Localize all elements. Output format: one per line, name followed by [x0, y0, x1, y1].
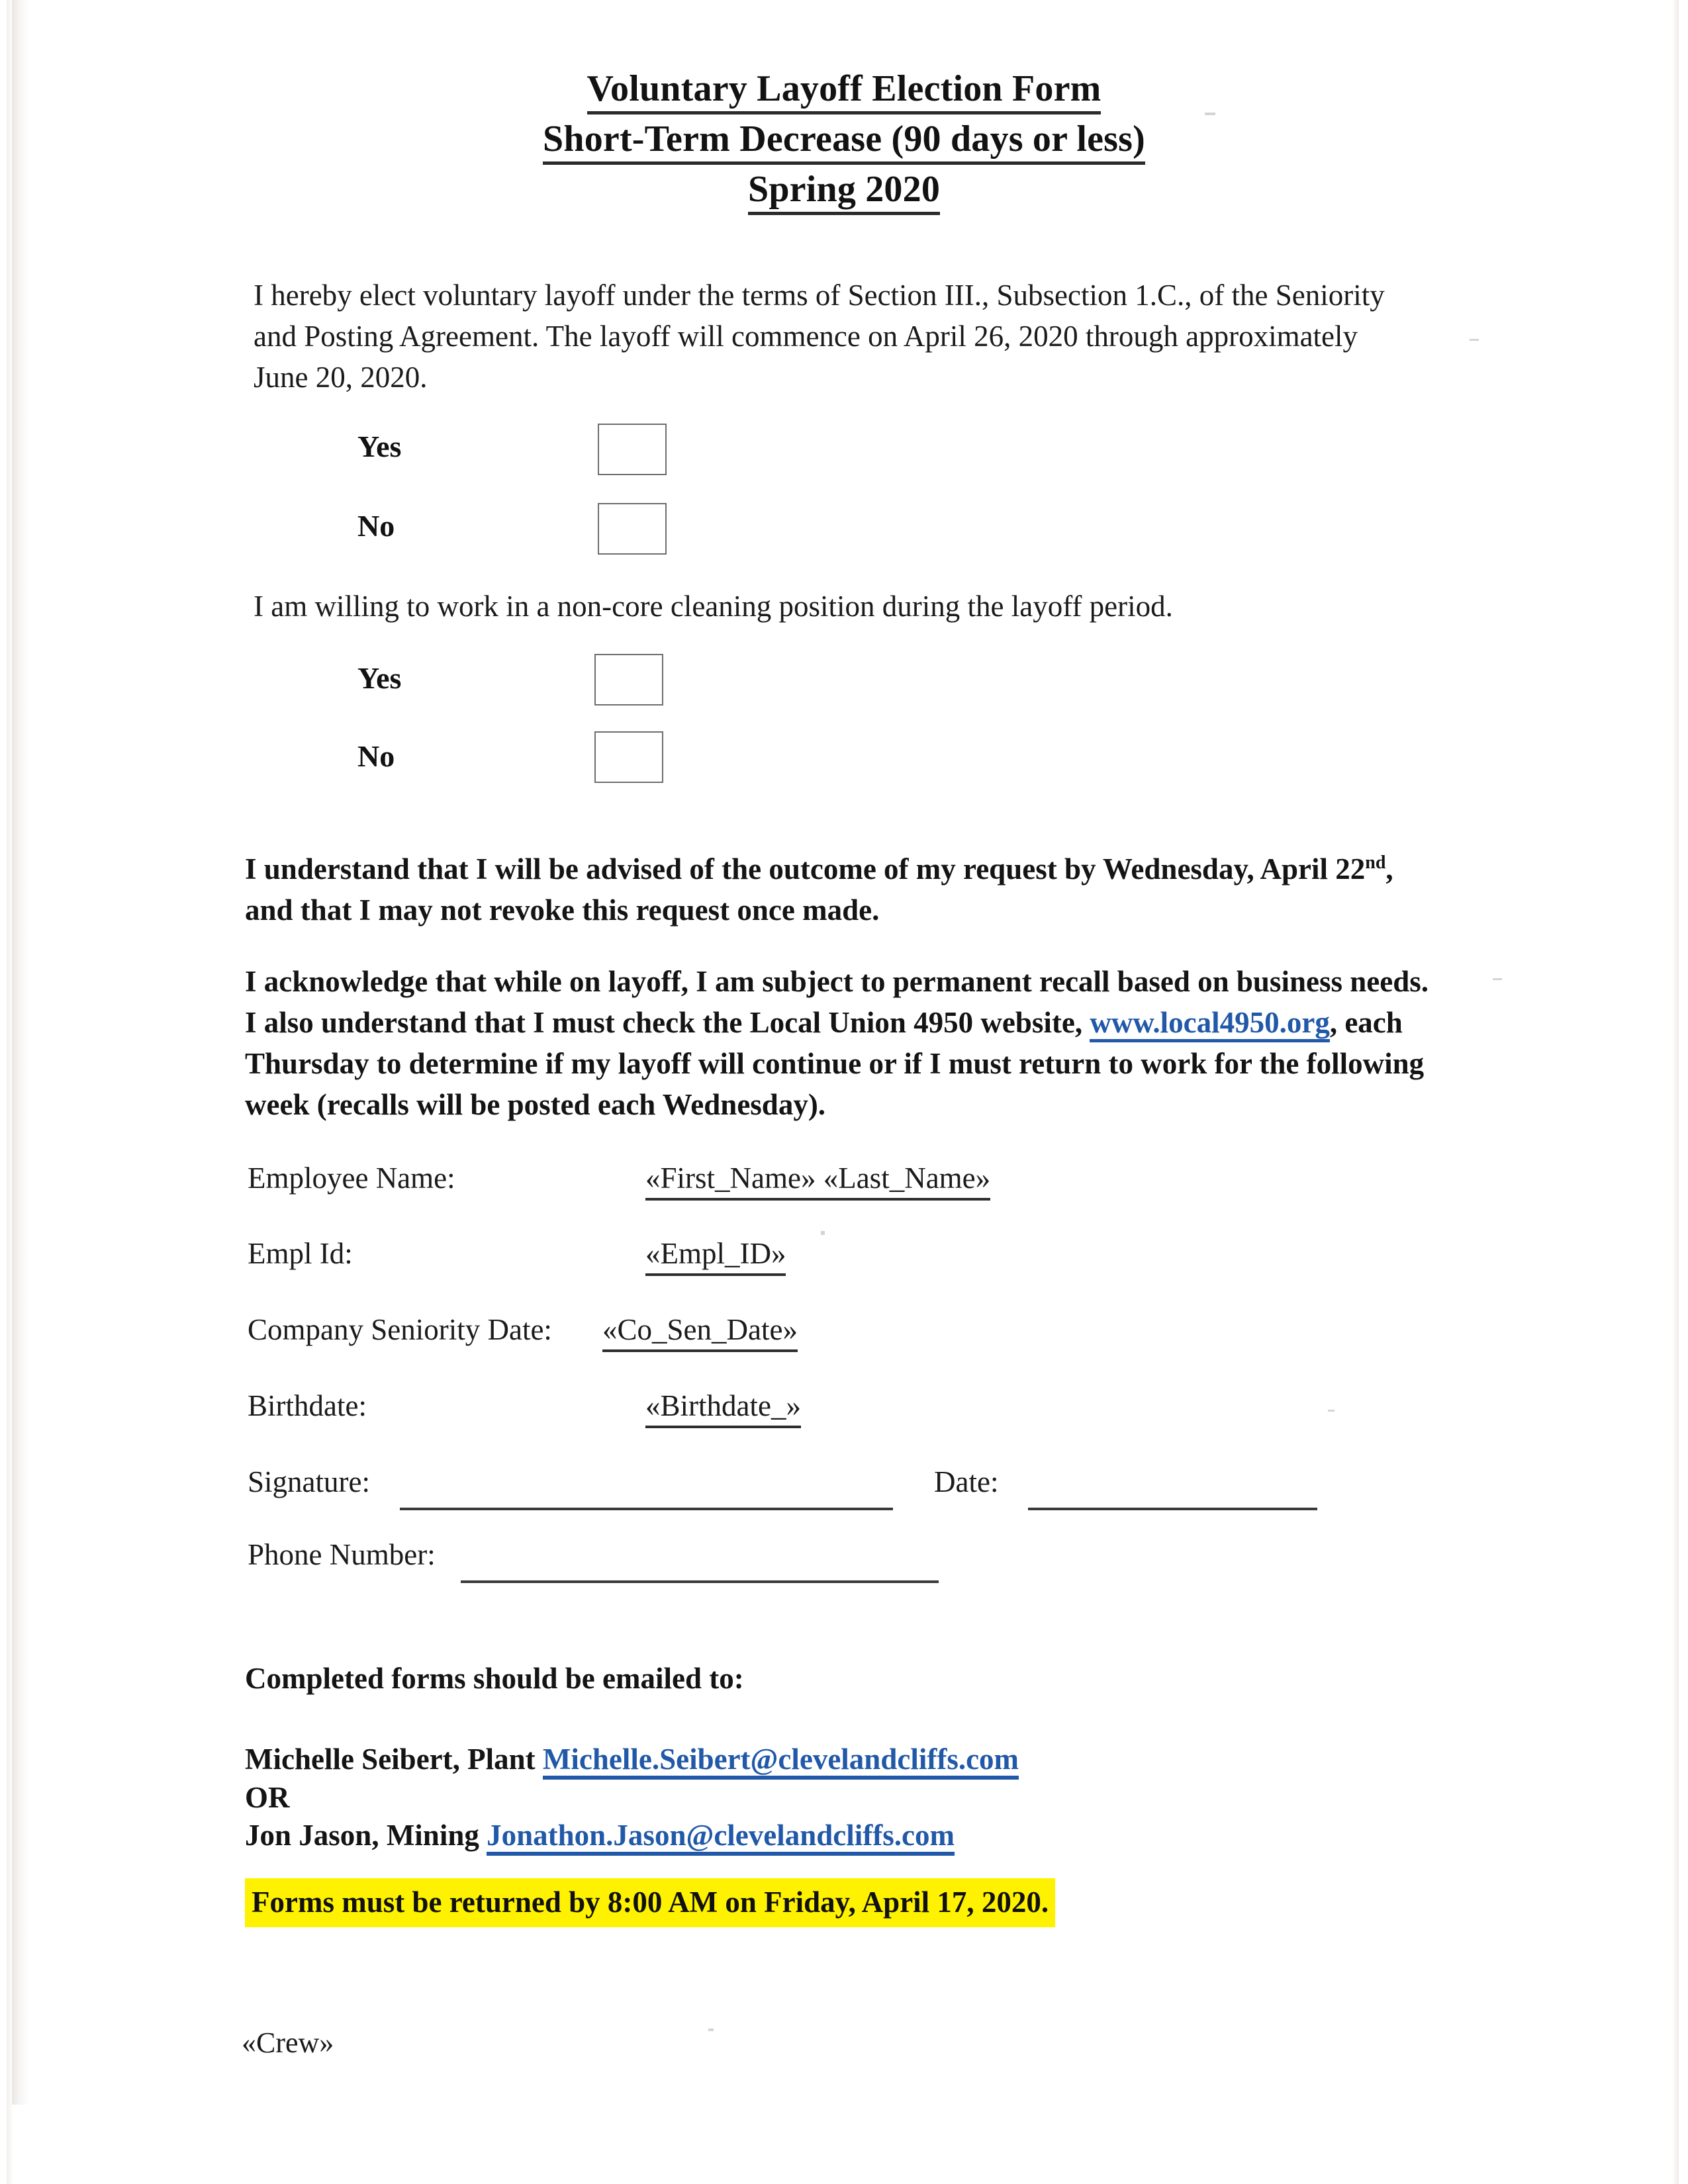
employee-name-value[interactable]: «First_Name» «Last_Name» — [645, 1163, 990, 1201]
birthdate-value[interactable]: «Birthdate_» — [645, 1391, 801, 1428]
page-title — [0, 64, 1688, 214]
contact-email-plant-link[interactable]: Michelle.Seibert@clevelandcliffs.com — [543, 1743, 1019, 1780]
submission-separator: OR — [245, 1781, 290, 1814]
birthdate-label: Birthdate: — [248, 1389, 367, 1422]
company-seniority-date-value[interactable]: «Co_Sen_Date» — [602, 1315, 798, 1352]
company-seniority-date-label: Company Seniority Date: — [248, 1313, 552, 1346]
scan-speck — [1470, 339, 1479, 341]
title-line-3 — [0, 164, 1688, 214]
question-2-option-no-label: No — [357, 739, 395, 773]
title-line-2 — [0, 114, 1688, 164]
signature-label: Signature: — [248, 1465, 370, 1498]
phone-number-label: Phone Number: — [248, 1538, 436, 1571]
intro-paragraph: I hereby elect voluntary layoff under the terms of Section III., Subsection 1.C., of the Seniority and Posting Agreement. The layoff will commence on April 26, 2020 through approximately June 20, 2020. — [254, 279, 1385, 394]
scan-speck — [1493, 978, 1502, 980]
question-2-option-yes-label: Yes — [357, 661, 402, 695]
employee-name-label: Employee Name: — [248, 1161, 455, 1195]
acknowledgement-outcome-text-1: I understand that I will be advised of the outcome of my request by Wednesday, April 22 — [245, 852, 1366, 886]
phone-number-input-line[interactable] — [461, 1580, 939, 1583]
empl-id-label: Empl Id: — [248, 1237, 353, 1270]
question-1-option-yes-checkbox[interactable] — [598, 424, 667, 475]
title-line-3-text: Spring 2020 — [748, 169, 940, 215]
submission-heading: Completed forms should be emailed to: — [245, 1662, 744, 1695]
scan-speck — [1328, 1410, 1335, 1412]
crew-merge-field: «Crew» — [242, 2026, 334, 2059]
title-line-1 — [0, 64, 1688, 114]
scan-speck — [821, 1231, 825, 1235]
question-2-option-no-checkbox[interactable] — [594, 731, 663, 783]
contact-name-mining: Jon Jason, Mining — [245, 1819, 487, 1852]
ordinal-suffix: nd — [1365, 852, 1386, 873]
acknowledgement-recall-text-2: , each Thursday to determine if my layoff will continue or if I must return to work for the following week (recalls will be posted each Wednesday). — [245, 1006, 1425, 1121]
scan-artifact-left-band — [12, 0, 29, 2105]
date-label: Date: — [934, 1465, 999, 1498]
scan-artifact-right-edge — [1672, 0, 1679, 2184]
question-2-prompt: I am willing to work in a non-core cleaning position during the layoff period. — [254, 590, 1173, 623]
contact-row-plant — [245, 1741, 1019, 1778]
date-input-line[interactable] — [1028, 1508, 1317, 1510]
deadline-notice: Forms must be returned by 8:00 AM on Friday, April 17, 2020. — [245, 1878, 1055, 1927]
acknowledgement-outcome-paragraph — [245, 848, 1410, 931]
question-1-option-yes-label: Yes — [357, 430, 402, 463]
scan-speck — [708, 2028, 714, 2031]
empl-id-value[interactable]: «Empl_ID» — [645, 1239, 786, 1276]
acknowledgement-outcome-text-2: , and that I may not revoke this request once made. — [245, 852, 1393, 927]
question-2-option-yes-checkbox[interactable] — [594, 654, 663, 705]
scan-artifact-left-edge — [7, 0, 13, 2184]
title-line-2-text: Short-Term Decrease (90 days or less) — [543, 118, 1145, 165]
local-union-website-link[interactable]: www.local4950.org — [1090, 1006, 1329, 1042]
title-line-1-text: Voluntary Layoff Election Form — [587, 68, 1102, 114]
signature-input-line[interactable] — [400, 1508, 893, 1510]
acknowledgement-recall-paragraph — [245, 961, 1430, 1125]
question-1-option-no-checkbox[interactable] — [598, 503, 667, 555]
question-1-option-no-label: No — [357, 509, 395, 543]
contact-row-mining — [245, 1817, 955, 1854]
contact-name-plant: Michelle Seibert, Plant — [245, 1743, 543, 1776]
acknowledgement-recall-text-1: I acknowledge that while on layoff, I am subject to permanent recall based on business needs. I also understand that I must check the Local Union 4950 website, — [245, 965, 1429, 1039]
contact-email-mining-link[interactable]: Jonathon.Jason@clevelandcliffs.com — [487, 1819, 955, 1856]
